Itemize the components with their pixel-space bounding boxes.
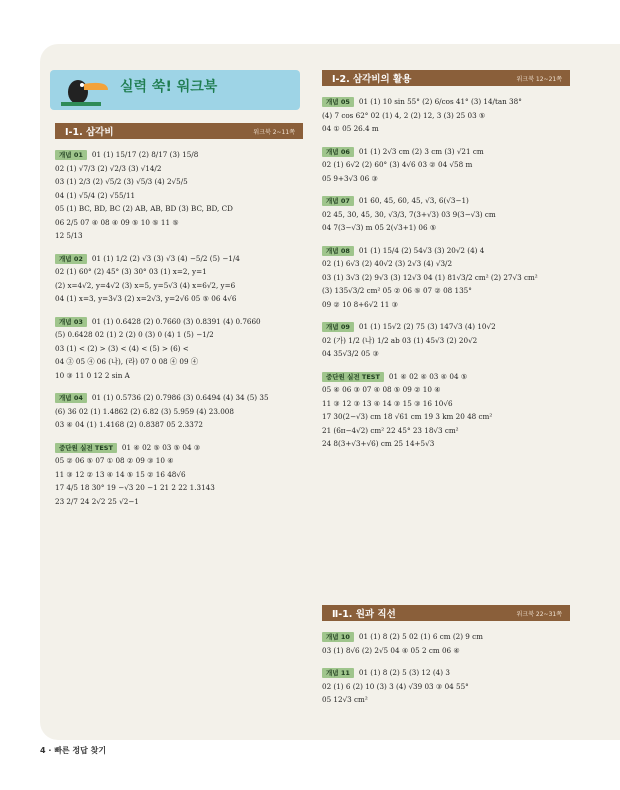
concept-tag: 개념 08: [322, 246, 354, 256]
answer-text: 01 (1) 0.5736 (2) 0.7986 (3) 0.6494 (4) 34 (5) 35: [91, 393, 269, 402]
answer-text: 09 ② 10 8+6√2 11 ③: [322, 299, 399, 309]
answer-line: [322, 257, 570, 271]
answer-text: 04 (1) √5/4 (2) √55/11: [55, 190, 136, 200]
answer-line: [322, 109, 570, 123]
answer-line: [55, 162, 303, 176]
answer-text: 17 30(2−√3) cm 18 √61 cm 19 3 km 20 48 cm²: [322, 412, 493, 421]
answer-text: 06 2/5 07 ④ 08 ④ 09 ⑤ 10 ⑤ 11 ⑤: [55, 217, 179, 227]
answer-text: 02 (1) 6√3 (2) 40√2 (3) 2√3 (4) √3/2: [322, 259, 453, 268]
answer-line: [322, 334, 570, 348]
answer-line: [322, 208, 570, 222]
concept-tag: 개념 03: [55, 317, 87, 327]
answer-line: [55, 216, 303, 230]
answer-line: [55, 391, 303, 405]
concept-tag: 개념 07: [322, 196, 354, 206]
section-title: Ⅱ-1. 원과 직선: [332, 609, 396, 620]
answer-line: [322, 680, 570, 694]
answer-line: [55, 405, 303, 419]
answer-text: 01 (1) 2√3 cm (2) 3 cm (3) √21 cm: [358, 146, 484, 156]
section-title: Ⅰ-2. 삼각비의 활용: [332, 74, 412, 85]
answer-line: [322, 370, 570, 384]
answer-text: 02 (1) 6√2 (2) 60° (3) 4√6 03 ② 04 √58 m: [322, 160, 473, 169]
answer-text: 04 35√3/2 05 ③: [322, 349, 379, 358]
banner-title: 실력 쑥! 워크북: [120, 79, 218, 95]
answer-line: [322, 194, 570, 208]
answer-group: [322, 666, 570, 707]
answer-line: [55, 315, 303, 329]
answer-line: [55, 454, 303, 468]
answer-line: [322, 424, 570, 438]
answer-line: [322, 172, 570, 186]
answer-line: [322, 244, 570, 258]
answer-group: [55, 148, 303, 243]
left-column: [55, 123, 303, 508]
answer-text: 01 60, 45, 60, 45, √3, 6(√3−1): [358, 196, 469, 205]
answer-group: [322, 145, 570, 186]
answer-group: [55, 441, 303, 509]
answer-text: 01 (1) 15/4 (2) 54√3 (3) 20√2 (4) 4: [358, 245, 485, 255]
answer-line: [55, 189, 303, 203]
answer-text: 11 ③ 12 ② 13 ④ 14 ⑤ 15 ② 16 48√6: [55, 469, 186, 479]
answer-group: [55, 315, 303, 383]
answer-group: [322, 320, 570, 361]
answer-group: [322, 370, 570, 451]
section-pages: 워크북 22~31쪽: [516, 610, 562, 618]
answer-line: [55, 279, 303, 293]
concept-tag: 개념 02: [55, 254, 87, 264]
answer-line: [322, 410, 570, 424]
answer-text: 10 ③ 11 0 12 2 sin A: [55, 370, 130, 380]
answer-line: [322, 320, 570, 334]
answer-group: [55, 252, 303, 306]
right-column: [322, 70, 570, 451]
answer-text: 02 45, 30, 45, 30, √3/3, 7(3+√3) 03 9(3−√3) cm: [322, 209, 496, 219]
answer-line: [55, 252, 303, 266]
answer-line: [322, 122, 570, 136]
answer-text: 01 (1) 8 (2) 5 (3) 12 (4) 3: [358, 668, 450, 677]
answer-text: 23 2/7 24 2√2 25 √2−1: [55, 496, 139, 506]
answer-line: [55, 441, 303, 455]
concept-tag: 중단원 실전 TEST: [322, 372, 384, 382]
answer-line: [322, 95, 570, 109]
concept-tag: 중단원 실전 TEST: [55, 443, 117, 453]
answer-text: 11 ③ 12 ③ 13 ④ 14 ③ 15 ③ 16 10√6: [322, 398, 453, 408]
answer-line: [322, 298, 570, 312]
concept-tag: 개념 09: [322, 322, 354, 332]
answer-group: [322, 630, 570, 657]
answer-line: [55, 342, 303, 356]
answer-line: [55, 481, 303, 495]
answer-line: [55, 265, 303, 279]
answer-group: [322, 244, 570, 312]
right-column-lower: [322, 605, 570, 707]
answer-text: 02 (1) 6 (2) 10 (3) 3 (4) √39 03 ③ 04 55°: [322, 681, 469, 691]
section-header-1-1: [55, 123, 303, 139]
answer-text: 01 (1) 15√2 (2) 75 (3) 147√3 (4) 10√2: [358, 322, 496, 331]
answer-text: (6) 36 02 (1) 1.4862 (2) 6.82 (3) 5.959 (4) 23.008: [55, 406, 234, 416]
answer-line: [322, 271, 570, 285]
answer-text: 02 (가) 1/2 (나) 1/2 ab 03 (1) 45√3 (2) 20√2: [322, 335, 478, 345]
answer-text: 01 ④ 02 ④ 03 ④ 04 ⑤: [388, 371, 468, 381]
answer-text: 03 (1) 3√3 (2) 9√3 (3) 12√3 04 (1) 81√3/2 cm² (2) 27√3 cm²: [322, 272, 538, 282]
answer-text: (4) 7 cos 62° 02 (1) 4, 2 (2) 12, 3 (3) 25 03 ⑤: [322, 110, 486, 120]
answer-line: [55, 355, 303, 369]
answer-text: 05 ④ 06 ③ 07 ④ 08 ⑤ 09 ② 10 ④: [322, 385, 441, 394]
answer-group: [55, 391, 303, 432]
answer-text: 17 4/5 18 30° 19 −√3 20 −1 21 2 22 1.3143: [55, 483, 215, 492]
answer-text: 21 (6π−4√2) cm² 22 45° 23 18√3 cm²: [322, 425, 459, 435]
answer-line: [55, 418, 303, 432]
answer-line: [322, 145, 570, 159]
answer-text: 01 (1) 8 (2) 5 02 (1) 6 cm (2) 9 cm: [358, 632, 483, 641]
answer-text: (5) 0.6428 02 (1) 2 (2) 0 (3) 0 (4) 1 (5) −1/2: [55, 330, 214, 339]
answer-text: 03 (1) 2/3 (2) √5/2 (3) √5/3 (4) 2√5/5: [55, 177, 188, 186]
answer-line: [55, 202, 303, 216]
answer-text: 01 (1) 10 sin 55° (2) 6/cos 41° (3) 14/tan 38°: [358, 97, 522, 106]
section-title: Ⅰ-1. 삼각비: [65, 127, 114, 138]
answer-line: [322, 630, 570, 644]
answer-text: 24 8(3+√3+√6) cm 25 14+5√3: [322, 439, 435, 448]
answer-text: 01 (1) 1/2 (2) √3 (3) √3 (4) −5/2 (5) −1/4: [91, 253, 240, 263]
answer-group: [322, 95, 570, 136]
answer-line: [55, 328, 303, 342]
answer-text: 05 (1) BC, BD, BC (2) AB, AB, BD (3) BC, BD, CD: [55, 204, 233, 213]
answer-text: 04 ③ 05 ④ 06 (나), (라) 07 0 08 ④ 09 ④: [55, 357, 199, 366]
answer-line: [322, 383, 570, 397]
answer-line: [322, 397, 570, 411]
answer-line: [322, 666, 570, 680]
answer-line: [55, 148, 303, 162]
answer-line: [55, 495, 303, 509]
answer-text: 05 9+3√3 06 ③: [322, 173, 378, 183]
answer-text: 12 5/13: [55, 231, 83, 240]
section-pages: 워크북 2~11쪽: [253, 128, 295, 136]
concept-tag: 개념 05: [322, 97, 354, 107]
answer-text: 01 ④ 02 ⑤ 03 ⑤ 04 ③: [121, 442, 201, 452]
answer-line: [322, 284, 570, 298]
answer-text: 04 ① 05 26.4 m: [322, 124, 379, 133]
answer-text: (3) 135√3/2 cm² 05 ② 06 ⑤ 07 ② 08 135°: [322, 286, 472, 295]
answer-text: 04 7(3−√3) m 05 2(√3+1) 06 ⑤: [322, 223, 437, 232]
concept-tag: 개념 10: [322, 632, 354, 642]
workbook-banner: [50, 70, 300, 110]
concept-tag: 개념 06: [322, 147, 354, 157]
answer-text: 01 (1) 0.6428 (2) 0.7660 (3) 0.8391 (4) 0.7660: [91, 316, 261, 326]
answer-line: [322, 221, 570, 235]
answer-text: 03 (1) < (2) > (3) < (4) < (5) > (6) <: [55, 343, 189, 353]
answer-line: [322, 644, 570, 658]
section-header-2-1: [322, 605, 570, 621]
answer-text: 03 (1) 8√6 (2) 2√5 04 ④ 05 2 cm 06 ④: [322, 645, 460, 655]
answer-text: 05 12√3 cm²: [322, 695, 368, 704]
answer-line: [322, 693, 570, 707]
toucan-icon: [56, 70, 116, 110]
answer-text: 03 ④ 04 (1) 1.4168 (2) 0.8387 05 2.3372: [55, 420, 203, 429]
answer-line: [55, 292, 303, 306]
answer-line: [322, 158, 570, 172]
answer-text: 04 (1) x=3, y=3√3 (2) x=2√3, y=2√6 05 ⑤ 06 4√6: [55, 294, 237, 303]
answer-text: 01 (1) 15/17 (2) 8/17 (3) 15/8: [91, 150, 199, 159]
answer-line: [322, 347, 570, 361]
answer-text: (2) x=4√2, y=4√2 (3) x=5, y=5√3 (4) x=6√2, y=6: [55, 280, 236, 290]
answer-line: [55, 369, 303, 383]
section-pages: 워크북 12~21쪽: [516, 75, 562, 83]
concept-tag: 개념 01: [55, 150, 87, 160]
answer-line: [55, 229, 303, 243]
answer-group: [322, 194, 570, 235]
answer-text: 02 (1) √7/3 (2) √2/3 (3) √14/2: [55, 163, 162, 173]
concept-tag: 개념 04: [55, 393, 87, 403]
answer-line: [55, 468, 303, 482]
answer-line: [55, 175, 303, 189]
answer-text: 05 ② 06 ⑤ 07 ① 08 ② 09 ③ 10 ④: [55, 456, 174, 465]
footer-label: 빠른 정답 찾기: [54, 746, 107, 755]
answer-text: 02 (1) 60° (2) 45° (3) 30° 03 (1) x=2, y=1: [55, 267, 207, 276]
answer-line: [322, 437, 570, 451]
page-footer: 4 · 빠른 정답 찾기: [40, 746, 107, 755]
section-header-1-2: [322, 70, 570, 86]
page-number: 4: [40, 746, 46, 755]
concept-tag: 개념 11: [322, 668, 354, 678]
